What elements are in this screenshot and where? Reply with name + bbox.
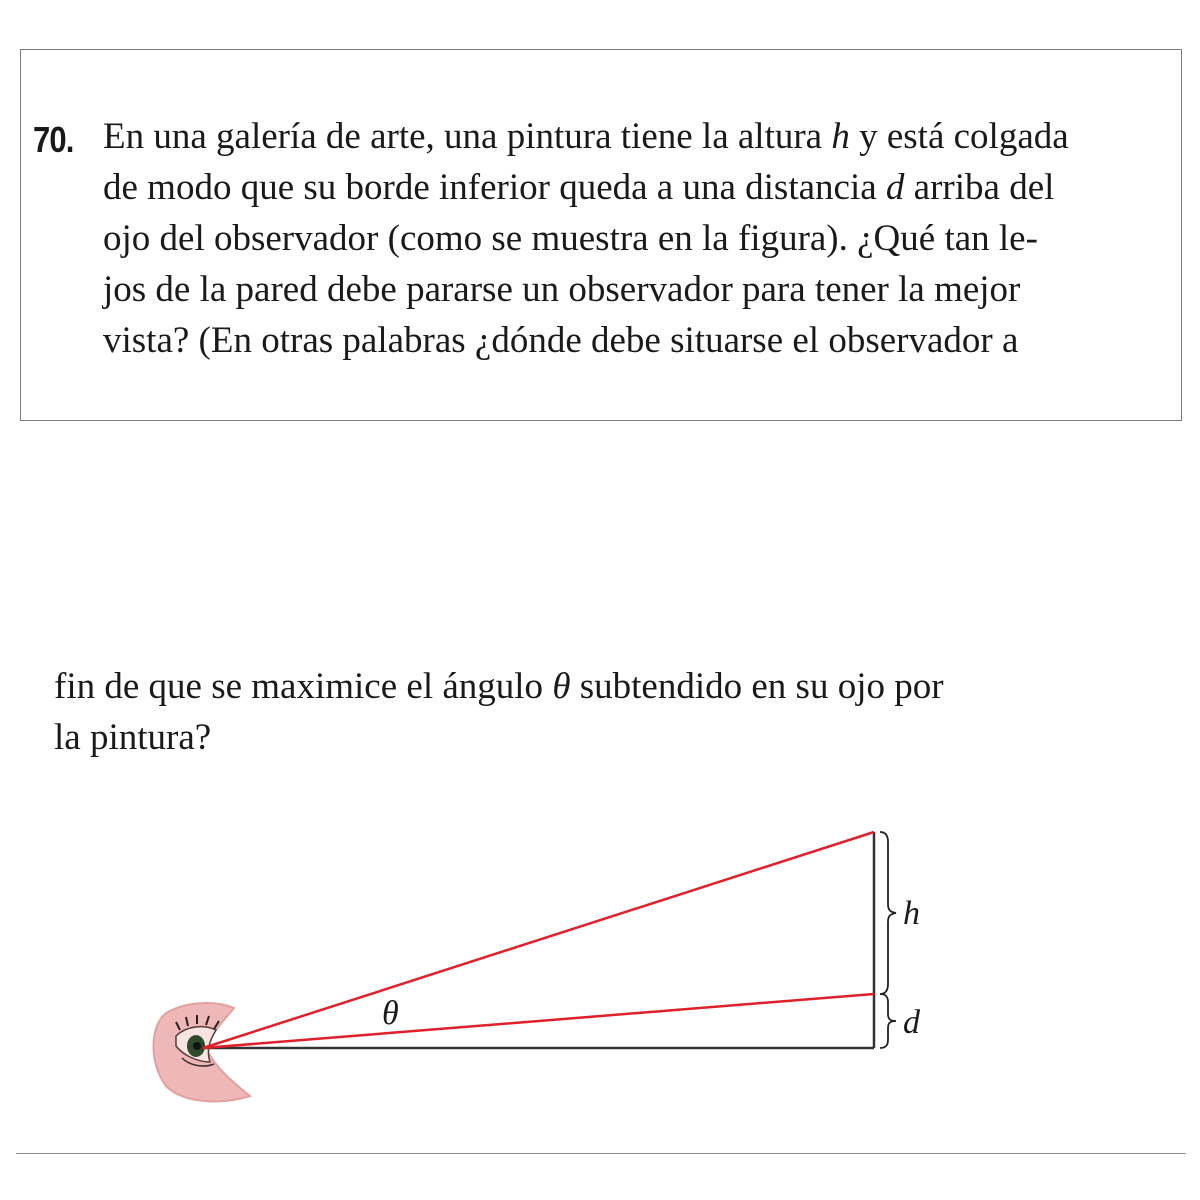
eye-icon: [153, 1003, 250, 1101]
bottom-divider: [16, 1153, 1186, 1154]
brace-d: [880, 994, 896, 1048]
distance-label: d: [903, 1004, 920, 1041]
problem-text-line: de modo que su borde inferior queda a una distancia d arriba del: [103, 167, 1055, 208]
brace-h: [880, 832, 896, 994]
continuation-text-line: la pintura?: [54, 717, 212, 758]
problem-number: 70.: [33, 119, 74, 160]
sight-line-bottom: [203, 994, 874, 1048]
problem-text-line: En una galería de arte, una pintura tiene la altura h y está colgada: [103, 116, 1069, 157]
problem-text: [103, 111, 1178, 366]
problem-text-line: ojo del observador (como se muestra en la figura). ¿Qué tan le-: [103, 218, 1038, 259]
math-variable: θ: [552, 666, 571, 707]
continuation-text-line: fin de que se maximice el ángulo θ subtendido en su ojo por: [54, 666, 944, 707]
sight-line-top: [203, 832, 874, 1048]
eye-pupil: [193, 1042, 201, 1050]
height-label: h: [903, 895, 920, 932]
problem-text-continuation: [54, 661, 944, 763]
figure: [0, 800, 1200, 1120]
math-variable: h: [831, 116, 850, 157]
angle-label: θ: [382, 995, 399, 1032]
problem-text-line: jos de la pared debe pararse un observador para tener la mejor: [103, 269, 1021, 310]
problem-text-line: vista? (En otras palabras ¿dónde debe situarse el observador a: [103, 320, 1019, 361]
math-variable: d: [885, 167, 905, 208]
